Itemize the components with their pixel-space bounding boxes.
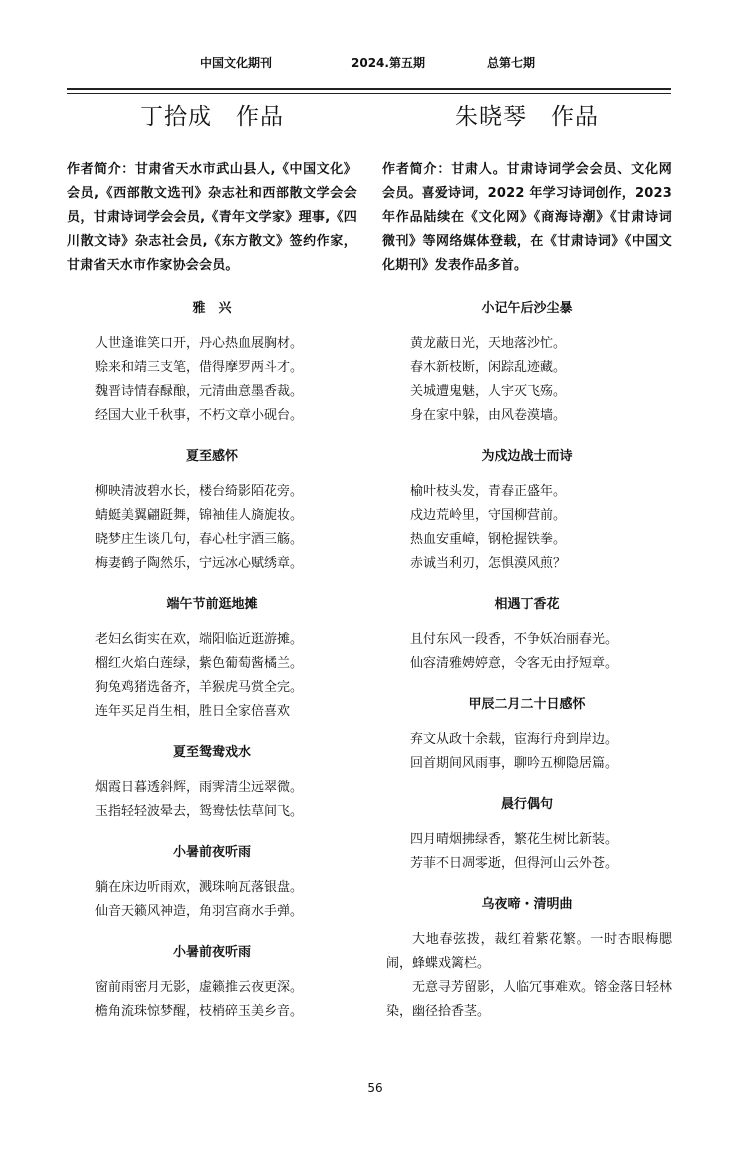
poem-title: 端午节前逛地摊 (166, 597, 258, 612)
ci-paragraph: 大地春弦拨，裁红着紫花繁。一时杏眼梅腮闹，蜂蝶戏篱栏。 (386, 932, 672, 971)
poem-title: 夏至感怀 (185, 449, 238, 464)
poem-title: 为戍边战士而诗 (481, 449, 573, 464)
poem (382, 796, 672, 876)
poem-line: 人世逢谁笑口开，丹心热血展胸材。 (95, 336, 304, 351)
poem-line: 赊来和靖三支笔，借得摩罗两斗才。 (95, 360, 304, 375)
poem-line: 梅妻鹤子陶然乐，宁远冰心赋绣章。 (95, 556, 304, 571)
poem-line: 魏晋诗情春醁酿，元清曲意墨香裁。 (95, 384, 304, 399)
poem-line: 晓梦庄生谈几句，春心杜宇酒三觞。 (95, 532, 304, 547)
journal-name: 中国文化期刊 (200, 56, 273, 70)
poem-lines (382, 332, 672, 428)
poem-lines (67, 976, 357, 1024)
poem-lines (382, 480, 672, 576)
poem-title: 乌夜啼・清明曲 (481, 897, 573, 912)
poem-lines (382, 828, 672, 876)
right-column (382, 100, 672, 1024)
left-column (67, 100, 357, 1024)
poem-line: 柳映清波碧水长，楼台绮影陌花旁。 (95, 484, 304, 499)
poem-line: 且付东风一段香，不争妖冶丽春光。 (410, 632, 619, 647)
poem-title: 小记午后沙尘暴 (481, 301, 573, 316)
poem-title: 相遇丁香花 (494, 597, 560, 612)
poem-line: 关城遭鬼魅，人宇灭飞殇。 (410, 384, 567, 399)
poem (67, 596, 357, 724)
poem-lines (67, 776, 357, 824)
poem (67, 944, 357, 1024)
poem-line: 檐角流珠惊梦醒，枝梢碎玉美乡音。 (95, 1004, 304, 1019)
poem-line: 窗前雨密月无影，虚籁推云夜更深。 (95, 980, 304, 995)
poem-line: 戍边荒岭里，守国柳营前。 (410, 508, 567, 523)
poem-line: 玉指轻轻波晕去，鸳鸯怯怯草间飞。 (95, 804, 304, 819)
poem-line: 蜻蜓美翼翩跹舞，锦袖佳人旖旎妆。 (95, 508, 304, 523)
poem-line: 赤诚当利刃，怎惧漠风煎？ (410, 556, 567, 571)
left-author-bio: 作者简介：甘肃省天水市武山县人,《中国文化》会员,《西部散文选刊》杂志社和西部散文学会会员，甘肃诗词学会会员,《青年文学家》理事,《四川散文诗》杂志社会员,《东方散文》签约作家，甘肃省天水市作家协会会员。 (67, 162, 357, 273)
right-author-bio: 作者简介：甘肃人。甘肃诗词学会会员、文化网会员。喜爱诗词，2022 年学习诗词创作，2023年作品陆续在《文化网》《商海诗潮》《甘肃诗词微刊》等网络媒体登载，在《甘肃诗词》《中国文化期刊》发表作品多首。 (382, 162, 672, 273)
poem-line: 烟霞日暮透斜辉，雨霁清尘远翠微。 (95, 780, 304, 795)
poem-lines (382, 728, 672, 776)
ci-poem (382, 896, 672, 1024)
page-number: 56 (367, 1081, 383, 1095)
poem (382, 696, 672, 776)
poem-title: 甲辰二月二十日感怀 (468, 697, 586, 712)
poem-lines (67, 480, 357, 576)
poem-line: 回首期间风雨事，聊吟五柳隐居篇。 (410, 756, 619, 771)
poem (382, 448, 672, 576)
poem-line: 榴红火焰白莲绿，紫色葡萄酱橘兰。 (95, 656, 304, 671)
header-rule-thin (67, 93, 671, 94)
poem-line: 躺在床边听雨欢，溅珠响瓦落银盘。 (95, 880, 304, 895)
right-author-title: 朱晓琴 作品 (455, 104, 599, 130)
left-author-title: 丁拾成 作品 (140, 104, 284, 130)
poem (382, 596, 672, 676)
poem-title: 小暑前夜听雨 (172, 845, 251, 860)
poem-line: 经国大业千秋事，不朽文章小砚台。 (95, 408, 304, 423)
poem (67, 844, 357, 924)
poem-line: 狗兔鸡猪选备齐，羊猴虎马赏全完。 (95, 680, 304, 695)
running-head (0, 54, 750, 72)
poem-lines (67, 628, 357, 724)
poem (67, 744, 357, 824)
poem-title: 夏至鸳鸯戏水 (172, 745, 251, 760)
poem-line: 芳菲不日凋零逝，但得河山云外苍。 (410, 856, 619, 871)
poem (67, 448, 357, 576)
poem-lines (67, 876, 357, 924)
poem-title: 雅 兴 (192, 301, 232, 316)
ci-paragraph: 无意寻芳留影，人临冗事难欢。镕金落日轻林染，幽径拾香茎。 (386, 980, 673, 1019)
poem (382, 300, 672, 428)
poem-title: 晨行偶句 (500, 797, 553, 812)
poem-line: 四月晴烟拂绿香，繁花生树比新装。 (410, 832, 619, 847)
issue-number: 2024.第五期 (351, 56, 425, 70)
poem-line: 黄龙蔽日光，天地落沙忙。 (410, 336, 567, 351)
poem-line: 老妇幺街实在欢，端阳临近逛游摊。 (95, 632, 304, 647)
poem-line: 春木新枝断，闲踪乱迹藏。 (410, 360, 567, 375)
header-rule-thick (67, 88, 671, 90)
poem-line: 身在家中躲，由风卷漠墙。 (410, 408, 567, 423)
poem-line: 热血安重嶂，钢枪握铁拳。 (410, 532, 567, 547)
poem-title: 小暑前夜听雨 (172, 945, 251, 960)
poem (67, 300, 357, 428)
poem-lines (67, 332, 357, 428)
total-issue: 总第七期 (487, 56, 536, 70)
poem-line: 弃文从政十余载，宦海行舟到岸边。 (410, 732, 619, 747)
poem-line: 连年买足肖生相，胜日全家倍喜欢 (95, 704, 291, 719)
poem-lines (382, 628, 672, 676)
poem-line: 榆叶枝头发，青春正盛年。 (410, 484, 567, 499)
poem-line: 仙容清雅娉婷意，令客无由抒短章。 (410, 656, 619, 671)
poem-line: 仙音天籁风神造，角羽宫商水手弹。 (95, 904, 304, 919)
